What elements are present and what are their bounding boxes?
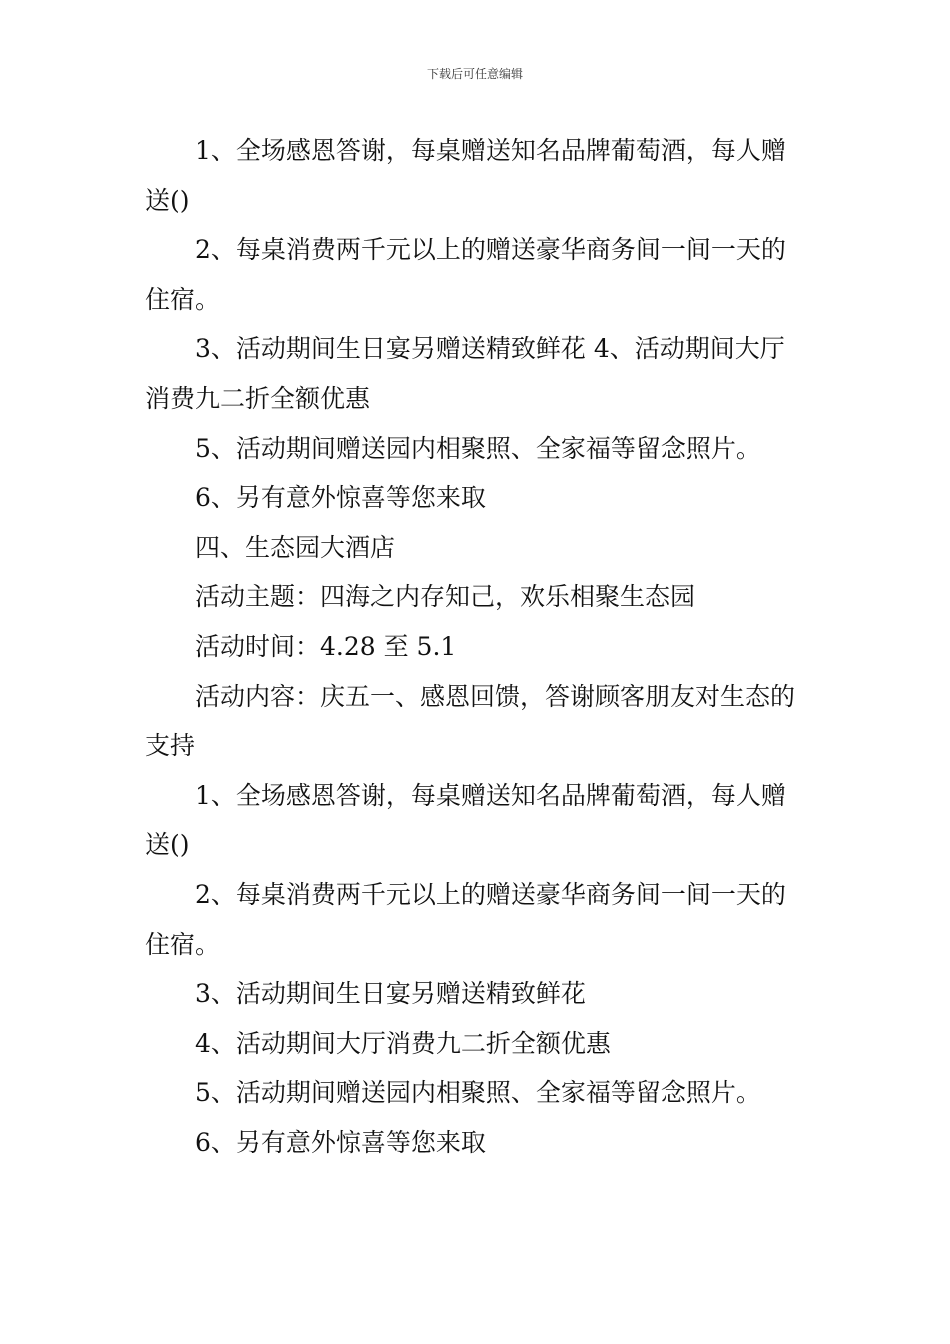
- paragraph-birthday-flowers-2: 3、活动期间生日宴另赠送精致鲜花: [195, 979, 586, 1009]
- paragraph-activity-content: 活动内容：庆五一、感恩回馈，答谢顾客朋友对生态的支持: [145, 681, 796, 761]
- paragraph-birthday-flowers-1: 3、活动期间生日宴另赠送精致鲜花 4、活动期间大厅消费九二折全额优惠: [145, 334, 785, 413]
- paragraph-family-photo-1: 5、活动期间赠送园内相聚照、全家福等留念照片。: [195, 433, 761, 463]
- paragraph-business-room-1: 2、每桌消费两千元以上的赠送豪华商务间一间一天的住宿。: [145, 235, 786, 314]
- page-header: 下载后可任意编辑: [426, 67, 523, 81]
- paragraph-family-photo-2: 5、活动期间赠送园内相聚照、全家福等留念照片。: [195, 1078, 761, 1108]
- section-heading-hotel: 四、生态园大酒店: [195, 532, 396, 562]
- paragraph-activity-theme: 活动主题：四海之内存知己，欢乐相聚生态园: [195, 582, 696, 612]
- document-body: [145, 126, 807, 1167]
- paragraph-surprise-2: 6、另有意外惊喜等您来取: [195, 1127, 486, 1157]
- paragraph-hall-discount-2: 4、活动期间大厅消费九二折全额优惠: [195, 1028, 611, 1058]
- paragraph-activity-time: 活动时间：4.28 至 5.1: [195, 631, 457, 661]
- paragraph-business-room-2: 2、每桌消费两千元以上的赠送豪华商务间一间一天的住宿。: [145, 879, 786, 959]
- paragraph-gift-wine-2: 1、全场感恩答谢，每桌赠送知名品牌葡萄酒，每人赠送(): [145, 780, 786, 860]
- paragraph-surprise-1: 6、另有意外惊喜等您来取: [195, 483, 486, 513]
- paragraph-gift-wine-1: 1、全场感恩答谢，每桌赠送知名品牌葡萄酒，每人赠送(): [145, 136, 786, 215]
